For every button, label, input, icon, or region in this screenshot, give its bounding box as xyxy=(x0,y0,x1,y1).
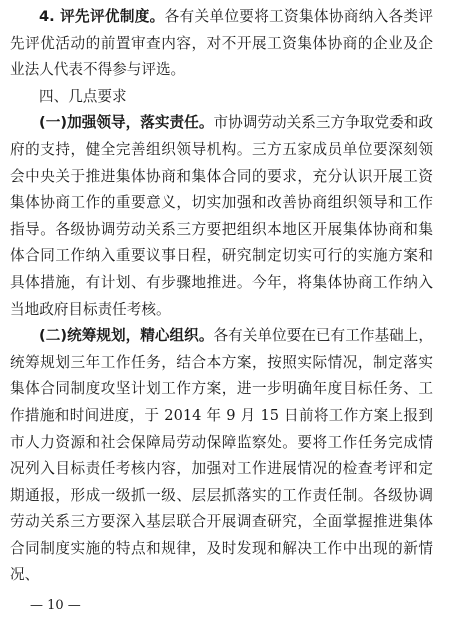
paragraph-lead: 4. 评先评优制度。 xyxy=(39,8,165,25)
section-heading: 四、几点要求 xyxy=(39,87,127,105)
paragraph-body: 各有关单位要在已有工作基础上，统筹规划三年工作任务，结合本方案，按照实际情况，制定落实集体合同制度攻坚计划工作方案，进一步明确年度目标任务、工作措施和时间进度，于 2014 年 9 月 15 日前将工作方案上报到市人力资源和社会保障局劳动保障监察处。要将工作任务完成情况列入目标责任考核内容，加强对工作进展情况的检查考评和定期通报，形成一级抓一级、层层抓落实的工作责任制。各级协调劳动关系三方要深入基层联合开展调查研究，全面掌握推进集体合同制度实施的特点和规律，及时发现和解决工作中出现的新情况、 xyxy=(10,327,433,584)
paragraph-lead: (一)加强领导，落实责任。 xyxy=(39,114,214,132)
paragraph-appraisal-system xyxy=(10,4,433,84)
paragraph-body: 市协调劳动关系三方争取党委和政府的支持，健全完善组织领导机构。三方五家成员单位要深刻领会中央关于推进集体协商和集体合同的要求，充分认识开展工资集体协商工作的重要意义，切实加强和改善协商组织领导和工作指导。各级协调劳动关系三方要把组织本地区开展集体协商和集体合同工作纳入重要议事日程，研究制定切实可行的实施方案和具体措施，有计划、有步骤地推进。今年，将集体协商工作纳入当地政府目标责任考核。 xyxy=(10,114,433,318)
paragraph-overall-planning xyxy=(10,323,433,589)
paragraph-lead: (二)统筹规划，精心组织。 xyxy=(39,327,214,345)
paragraph-body: 各有关单位要将工资集体协商纳入各类评先评优活动的前置审查内容，对不开展工资集体协商的企业及企业法人代表不得参与评选。 xyxy=(10,8,433,79)
page-number: — 10 — xyxy=(30,598,81,613)
paragraph-strengthen-leadership xyxy=(10,110,433,323)
